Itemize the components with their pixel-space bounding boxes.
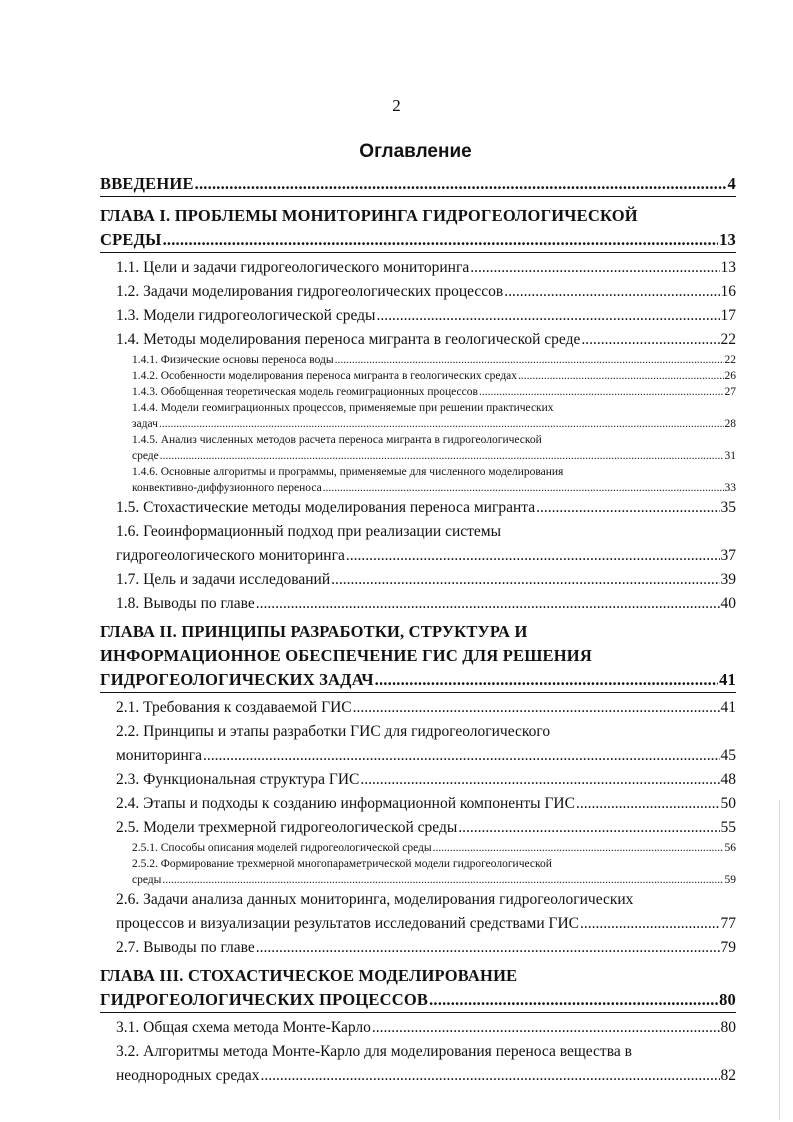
dot-leader [331, 568, 719, 592]
dot-leader [375, 668, 718, 692]
toc-page-number: 55 [720, 819, 736, 836]
toc-entry-title: 2.4. Этапы и подходы к созданию информационной компоненты ГИС [116, 795, 575, 812]
dot-leader [335, 352, 724, 368]
toc-page-number: 17 [720, 307, 736, 324]
page-number: 2 [392, 96, 401, 115]
toc-entry-title: 1.4.5. Анализ численных методов расчета переноса мигранта в гидрогеологической [132, 434, 542, 446]
toc-entry-title: ГИДРОГЕОЛОГИЧЕСКИХ ПРОЦЕССОВ [100, 990, 429, 1009]
toc-page-number: 31 [724, 450, 736, 462]
toc-entry-title: ГЛАВА III. СТОХАСТИЧЕСКОЕ МОДЕЛИРОВАНИЕ [100, 966, 518, 985]
toc-entry-title: 1.4.6. Основные алгоритмы и программы, применяемые для численного моделирования [132, 466, 564, 478]
toc-entry-title: 1.5. Стохастические методы моделирования переноса мигранта [116, 499, 536, 516]
toc-entry-title: 1.4.1. Физические основы переноса воды [132, 354, 334, 366]
toc-entry-title: 1.3. Модели гидрогеологической среды [116, 307, 376, 324]
toc-page-number: 79 [720, 939, 736, 956]
toc-entry-title: мониторинга [116, 747, 203, 764]
toc-entry-title: ГЛАВА I. ПРОБЛЕМЫ МОНИТОРИНГА ГИДРОГЕОЛОГИЧЕСКОЙ [100, 206, 638, 225]
toc-entry-title: ВВЕДЕНИЕ [100, 174, 194, 193]
dot-leader [576, 792, 720, 816]
toc-entry-title: 1.7. Цель и задачи исследований [116, 571, 331, 588]
dot-leader [536, 496, 719, 520]
toc-page-number: 80 [719, 990, 736, 1009]
dot-leader [376, 304, 719, 328]
toc-entry-title: неоднородных средах [116, 1067, 260, 1084]
toc-page-number: 82 [720, 1067, 736, 1084]
toc-page-number: 35 [720, 499, 736, 516]
dot-leader [261, 1064, 720, 1088]
dot-leader [433, 840, 724, 856]
dot-leader [372, 1016, 720, 1040]
dot-leader [518, 368, 723, 384]
toc-entry-title: 2.5.2. Формирование трехмерной многопараметрической модели гидрогеологической [132, 858, 552, 870]
toc-entry-title: 2.3. Функциональная структура ГИС [116, 771, 360, 788]
toc-entry-title: 3.1. Общая схема метода Монте-Карло [116, 1019, 371, 1036]
toc-entry-title: 2.1. Требования к создаваемой ГИС [116, 699, 352, 716]
toc-entry-title: среды [132, 874, 162, 886]
toc-page-number: 80 [720, 1019, 736, 1036]
toc-page-number: 41 [720, 699, 736, 716]
dot-leader [353, 696, 720, 720]
toc-entry-title: 1.8. Выводы по главе [116, 595, 255, 612]
toc-page-number: 13 [719, 230, 736, 249]
dot-leader [581, 328, 719, 352]
dot-leader [256, 592, 720, 616]
toc-entry-title: 1.2. Задачи моделирования гидрогеологических процессов [116, 283, 504, 300]
toc-entry-title: конвективно-диффузионного переноса [132, 482, 322, 494]
toc-entry-title: 2.7. Выводы по главе [116, 939, 255, 956]
toc-entry-title: 2.5.1. Способы описания моделей гидрогеологической среды [132, 842, 432, 854]
toc-entry-title: задач [132, 418, 158, 430]
dot-leader [256, 936, 720, 960]
dot-leader [159, 416, 724, 432]
dot-leader [203, 744, 719, 768]
toc-entry-title: 1.4.3. Обобщенная теоретическая модель геомиграционных процессов [132, 386, 478, 398]
toc-entry-title: 1.6. Геоинформационный подход при реализации системы [116, 523, 502, 540]
toc-page-number: 56 [724, 842, 736, 854]
dot-leader [323, 480, 724, 496]
dot-leader [346, 544, 720, 568]
toc-entry-title: 2.6. Задачи анализа данных мониторинга, моделирования гидрогеологических [116, 891, 634, 908]
toc-entry-title: 2.5. Модели трехмерной гидрогеологической среды [116, 819, 458, 836]
toc-page-number: 40 [720, 595, 736, 612]
toc-entry-title: 2.2. Принципы и этапы разработки ГИС для гидрогеологического [116, 723, 551, 740]
toc-page-number: 39 [720, 571, 736, 588]
toc-page-number: 45 [720, 747, 736, 764]
dot-leader [163, 228, 719, 252]
dot-leader [360, 768, 719, 792]
toc-page-number: 33 [724, 482, 736, 494]
toc-page-number: 50 [720, 795, 736, 812]
toc-entry-title: СРЕДЫ [100, 230, 162, 249]
dot-leader [429, 988, 718, 1012]
dot-leader [479, 384, 724, 400]
dot-leader [504, 280, 719, 304]
toc-entry-title: 1.4. Методы моделирования переноса мигранта в геологической среде [116, 331, 581, 348]
toc-entry-title: 1.4.2. Особенности моделирования переноса мигранта в геологических средах [132, 370, 518, 382]
toc-page-number: 26 [724, 370, 736, 382]
toc-page-number: 77 [720, 915, 736, 932]
toc-title: Оглавление [359, 141, 472, 162]
dot-leader [162, 872, 723, 888]
toc-entry-title: процессов и визуализации результатов исследований средствами ГИС [116, 915, 580, 932]
toc-page-number: 41 [719, 670, 736, 689]
scan-artifact-line [779, 800, 780, 1120]
toc-page-number: 13 [720, 259, 736, 276]
toc-entry-title: ГЛАВА II. ПРИНЦИПЫ РАЗРАБОТКИ, СТРУКТУРА И [100, 622, 528, 641]
toc-page-number: 16 [720, 283, 736, 300]
toc-page-number: 28 [724, 418, 736, 430]
dot-leader [458, 816, 719, 840]
toc-page-number: 27 [724, 386, 736, 398]
toc-entry-title: 1.1. Цели и задачи гидрогеологического мониторинга [116, 259, 470, 276]
dot-leader [160, 448, 724, 464]
toc-page-number: 37 [720, 547, 736, 564]
toc-entry-title: ГИДРОГЕОЛОГИЧЕСКИХ ЗАДАЧ [100, 670, 374, 689]
toc-page-number: 59 [724, 874, 736, 886]
toc-page-number: 48 [720, 771, 736, 788]
toc-page-number: 22 [720, 331, 736, 348]
toc-entry-title: 1.4.4. Модели геомиграционных процессов, применяемые при решении практических [132, 402, 554, 414]
toc-entry-title: 3.2. Алгоритмы метода Монте-Карло для моделирования переноса вещества в [116, 1043, 632, 1060]
dot-leader [470, 256, 719, 280]
dot-leader [195, 172, 727, 196]
dot-leader [580, 912, 719, 936]
toc-entry-title: среде [132, 450, 159, 462]
toc-page-number: 4 [727, 174, 736, 193]
toc-page-number: 22 [724, 354, 736, 366]
toc-entry-title: гидрогеологического мониторинга [116, 547, 345, 564]
toc-entry-title: ИНФОРМАЦИОННОЕ ОБЕСПЕЧЕНИЕ ГИС ДЛЯ РЕШЕНИЯ [100, 646, 592, 665]
